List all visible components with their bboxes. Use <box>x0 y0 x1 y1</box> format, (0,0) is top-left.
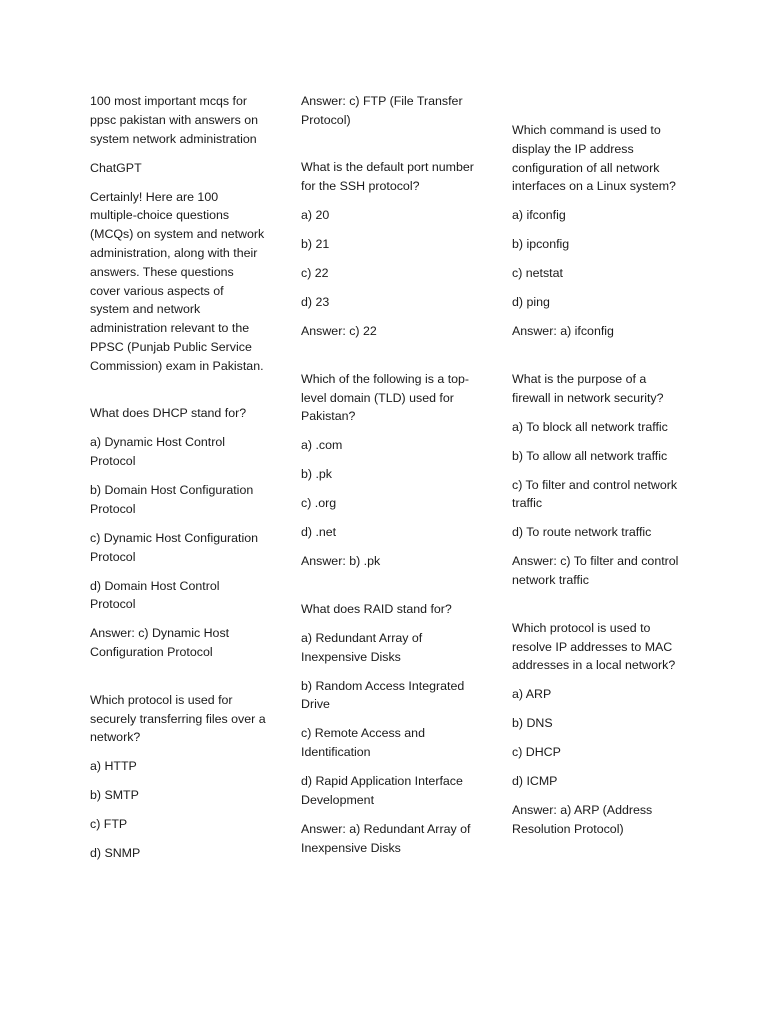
option-text: d) ping <box>512 295 550 310</box>
option-text: a) Redundant Array of Inexpensive Disks <box>301 630 423 664</box>
option-text: a) 20 <box>301 208 330 223</box>
question-text: Which protocol is used to resolve IP addresses to MAC addresses in a local network? <box>512 620 676 673</box>
question-text: What does RAID stand for? <box>301 601 452 616</box>
option-text: d) ICMP <box>512 774 558 789</box>
option-text: b) DNS <box>512 716 553 731</box>
option-text: b) Random Access Integrated Drive <box>301 678 465 712</box>
question-text: Which protocol is used for securely transferring files over a network? <box>90 692 266 745</box>
option-text: d) .net <box>301 525 337 540</box>
question-text: What is the purpose of a firewall in network security? <box>512 371 664 405</box>
option-text: c) Remote Access and Identification <box>301 726 425 760</box>
text-column-3 <box>512 121 688 849</box>
document-title: 100 most important mcqs for ppsc pakistan with answers on system network administration <box>90 94 259 146</box>
option-text: d) 23 <box>301 295 330 310</box>
answer-text: Answer: a) ifconfig <box>512 324 614 339</box>
option-text: a) .com <box>301 438 343 453</box>
option-text: d) To route network traffic <box>512 525 652 540</box>
option-text: c) DHCP <box>512 745 561 760</box>
option-text: b) Domain Host Configuration Protocol <box>90 483 254 516</box>
option-text: a) Dynamic Host Control Protocol <box>90 435 225 469</box>
text-column-1 <box>90 92 266 873</box>
source-label: ChatGPT <box>90 160 142 175</box>
option-text: a) ifconfig <box>512 208 566 223</box>
option-text: c) To filter and control network traffic <box>512 477 678 511</box>
question-text: Which of the following is a top-level domain (TLD) used for Pakistan? <box>301 371 470 424</box>
option-text: b) ipconfig <box>512 237 570 252</box>
option-text: c) netstat <box>512 266 563 281</box>
option-text: b) 21 <box>301 237 330 252</box>
option-text: a) To block all network traffic <box>512 419 668 434</box>
text-column-2 <box>301 92 477 868</box>
option-text: a) ARP <box>512 687 552 702</box>
option-text: b) To allow all network traffic <box>512 448 668 463</box>
option-text: c) 22 <box>301 266 329 281</box>
question-text: Which command is used to display the IP address configuration of all network interfaces on a Linux system? <box>512 123 676 194</box>
answer-text: Answer: a) ARP (Address Resolution Protocol) <box>512 803 653 837</box>
option-text: d) SNMP <box>90 846 141 861</box>
answer-text: Answer: b) .pk <box>301 554 381 569</box>
option-text: d) Rapid Application Interface Development <box>301 774 463 807</box>
question-text: What is the default port number for the SSH protocol? <box>301 160 474 194</box>
option-text: b) SMTP <box>90 788 139 803</box>
answer-text: Answer: a) Redundant Array of Inexpensive Disks <box>301 821 471 855</box>
question-text: What does DHCP stand for? <box>90 406 247 421</box>
answer-text: Answer: c) FTP (File Transfer Protocol) <box>301 94 463 127</box>
option-text: c) FTP <box>90 817 128 832</box>
answer-text: Answer: c) To filter and control network traffic <box>512 554 679 588</box>
option-text: c) .org <box>301 496 337 511</box>
answer-text: Answer: c) Dynamic Host Configuration Protocol <box>90 626 230 660</box>
option-text: c) Dynamic Host Configuration Protocol <box>90 530 259 564</box>
intro-paragraph: Certainly! Here are 100 multiple-choice questions (MCQs) on system and network administration, along with their answers. These questions cover various aspects of system and network administration relevant to the PPSC (Punjab Public Service Commission) exam in Pakistan. <box>90 189 265 373</box>
option-text: b) .pk <box>301 467 332 482</box>
answer-text: Answer: c) 22 <box>301 324 377 339</box>
option-text: d) Domain Host Control Protocol <box>90 578 220 612</box>
option-text: a) HTTP <box>90 759 137 774</box>
